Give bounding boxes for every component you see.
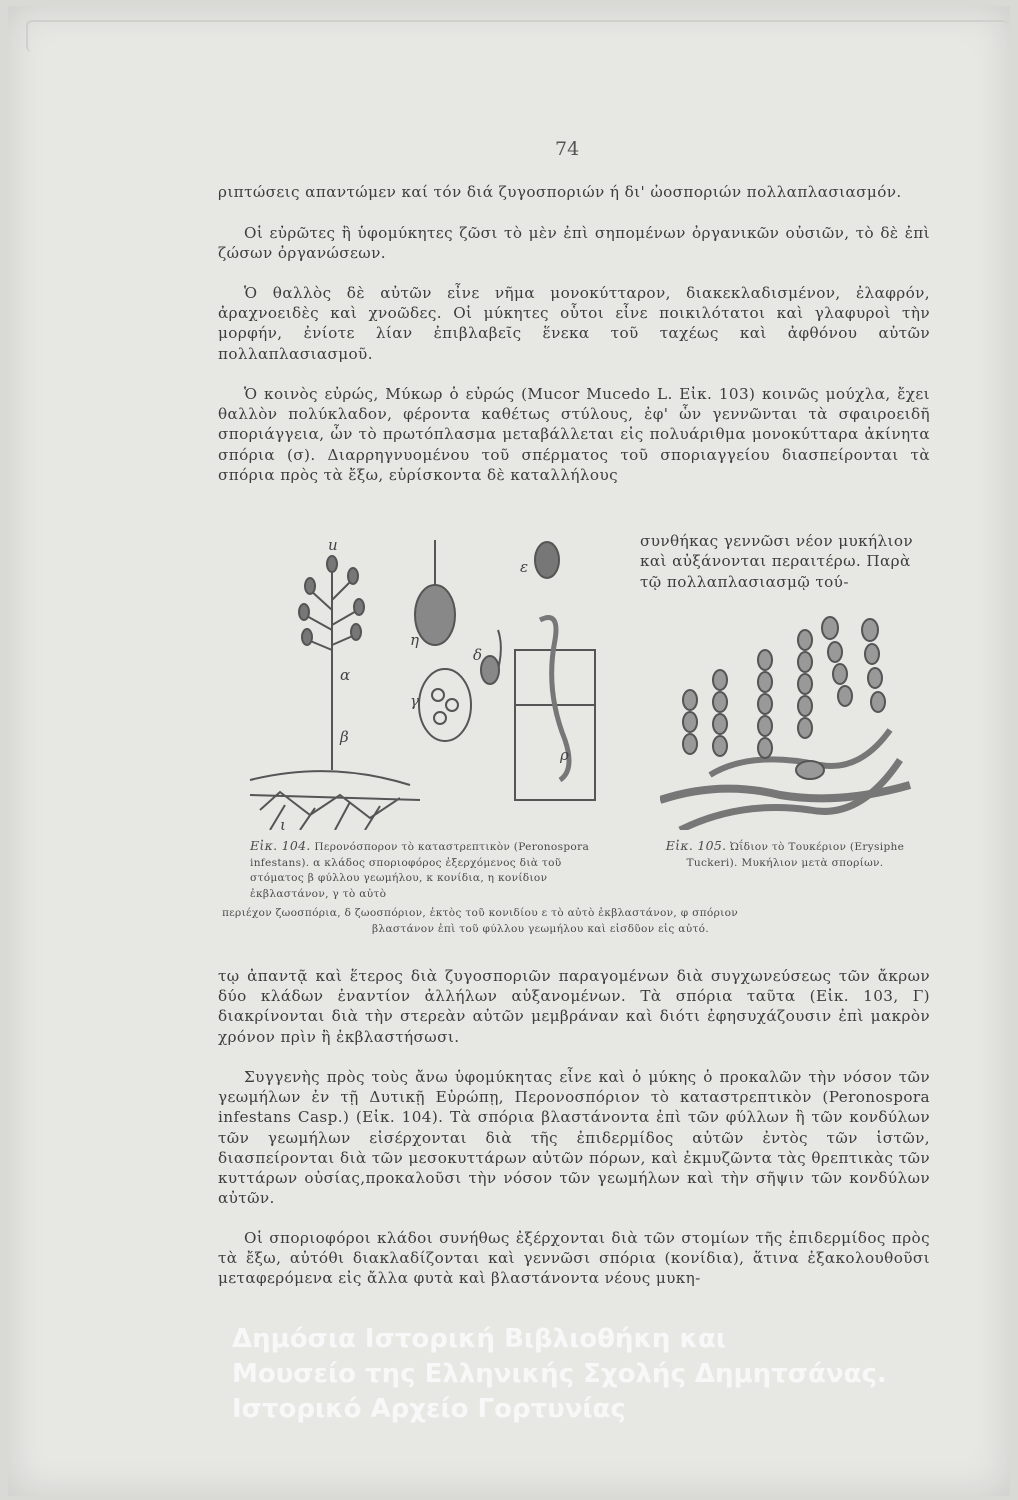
figure-105-caption — [640, 838, 930, 871]
label-gamma: γ — [410, 692, 419, 710]
paragraph-5: τῳ ἀπαντᾷ καὶ ἕτερος διὰ ζυγοσποριῶν παραγομένων διὰ συγχωνεύσεως τῶν ἄκρων δύο κλάδων ἐναντίον ἀλλήλων αὐξανομένων. Τὰ σπόρια ταῦτα (Εἰκ. 103, Γ) διακρίνονται διὰ τὴν στερεὰν αὐτῶν μεμβράναν καὶ διότι ἐφησυχάζουσιν ἐπὶ μακρὸν χρόνον πρὶν ἢ ἐκβλαστήσωσι. — [218, 967, 930, 1046]
label-u: u — [328, 536, 338, 554]
spore — [683, 734, 697, 754]
paragraph-6: Συγγενὴς πρὸς τοὺς ἄνω ὑφομύκητας εἶνε καὶ ὁ μύκης ὁ προκαλῶν τὴν νόσον τῶν γεωμήλων ἐν τῇ Δυτικῇ Εὐρώπῃ, Περονοσπόριον τὸ καταστρεπτικὸν (Peronospora infestans Casp.) (Εἰκ. 104). Τὰ σπόρια βλαστάνοντα ἐπὶ τῶν φύλλων ἢ τῶν κονδύλων τῶν γεωμήλων εἰσέρχονται διὰ τῆς ἐπιδερμίδος αὐτῶν ἐντὸς τῶν ἱστῶν, διασπείρονται διὰ τῶν μεσοκυττάρων αὐτῶν πόρων, καὶ ἐκμυζῶντα τὰς θρεπτικὰς τῶν κυττάρων οὐσίας,προκαλοῦσι τὴν νόσον τῶν γεωμήλων καὶ τὴν σῆψιν τῶν κονδύλων αὐτῶν. — [218, 1068, 930, 1208]
label-beta: β — [340, 728, 349, 746]
spore-epsilon — [535, 542, 559, 578]
spore — [758, 672, 772, 692]
figure-104-caption-line-2: περιέχον ζωοσπόρια, δ ζωοσπόριον, ἐκτὸς τοῦ κονιδίου ε τὸ αὐτὸ ἐκβλαστάνον, φ σπόριον — [222, 907, 738, 919]
spore-chain — [862, 619, 878, 641]
zoospore — [446, 699, 458, 711]
paragraph-4-continued: συνθήκας γεννῶσι νέον μυκήλιον καὶ αὐξάνονται περαιτέρω. Παρὰ τῷ πολλαπλασιασμῷ τού- — [640, 532, 914, 591]
spore-chain — [683, 690, 697, 710]
spore — [758, 738, 772, 758]
label-alpha: α — [340, 666, 351, 684]
watermark-line-2: Μουσείο της Ελληνικής Σχολής Δημητσάνας. — [232, 1359, 887, 1389]
conidium — [348, 568, 358, 584]
zoospore — [481, 656, 499, 684]
library-watermark — [232, 1322, 992, 1427]
conidium — [327, 556, 337, 572]
paragraph-4: Ὁ κοινὸς εὐρώς, Μύκωρ ὁ εὐρώς (Mucor Mucedo L. Εἰκ. 103) κοινῶς μούχλα, ἔχει θαλλὸν πολύκλαδον, φέροντα καθέτως στύλους, ἐφ' ὧν γεννῶνται τὰ σφαιροειδῆ σποριάγγεια, ὧν τὸ πρωτόπλασμα μεταβάλλεται εἰς πολυάριθμα μονοκύτταρα ἀκίνητα σπόρια (σ). Διαρρηγνυομένου τοῦ σπέρματος τοῦ σποριαγγείου διασπείρονται τὰ σπόρια πρὸς τὰ ἔξω, εὑρίσκοντα δὲ καταλλήλους — [218, 385, 930, 484]
paragraph-2: Οἱ εὐρῶτες ἢ ὑφομύκητες ζῶσι τὸ μὲν ἐπὶ σηπομένων ὀργανικῶν οὐσιῶν, τὸ δὲ ἐπὶ ζώσων ὀργανώσεων. — [218, 224, 930, 263]
conidium — [299, 604, 309, 620]
spore-chain — [798, 630, 812, 650]
figure-105-illustration — [660, 600, 920, 830]
conidium — [354, 599, 364, 615]
figure-104-caption-text: Περονόσπορον τὸ καταστρεπτικὸν (Peronospora infestans). α κλάδος σποριοφόρος ἐξερχόμενος διὰ τοῦ στόματος β φύλλου γεωμήλου, κ κονίδια, η κονίδιον ἐκβλαστάνον, γ τὸ αὐτὸ — [250, 841, 590, 900]
spore-chain — [758, 650, 772, 670]
conidium — [351, 624, 361, 640]
spore — [683, 712, 697, 732]
spore-chain — [822, 617, 838, 639]
spore — [868, 668, 882, 688]
germinating-conidium — [415, 585, 455, 645]
figure-104-number: Εἰκ. 104. — [250, 838, 311, 853]
spore — [713, 736, 727, 756]
spore — [798, 718, 812, 738]
figure-104-illustration — [240, 530, 620, 830]
figure-105-caption-text: Ὠΐδιον τὸ Τουκέριον (Erysiphe Tuckeri). Μυκήλιον μετὰ σπορίων. — [686, 841, 905, 869]
figure-105-number: Εἰκ. 105. — [665, 838, 727, 853]
figure-104-caption — [250, 838, 602, 902]
spore — [713, 714, 727, 734]
spore-chain — [713, 670, 727, 690]
spore — [865, 644, 879, 664]
leaf-cell-box — [515, 650, 595, 800]
spore — [713, 692, 727, 712]
label-eta: η — [410, 631, 419, 649]
spore — [871, 692, 885, 712]
paragraph-1: ριπτώσεις απαντώμεν καί τόν διά ζυγοσποριών ή δι' ὠοσποριών πολλαπλασιασμόν. — [218, 183, 902, 201]
zoospore — [434, 712, 446, 724]
label-delta: δ — [473, 646, 483, 664]
watermark-line-1: Δημόσια Ιστορική Βιβλιοθήκη και — [232, 1324, 726, 1354]
label-rho: ρ — [560, 746, 569, 764]
figure-104-caption-line-3: βλαστάνον ἐπὶ τοῦ φύλλου γεωμήλου καὶ εἰσδῦον εἰς αὐτό. — [372, 923, 709, 935]
label-iota: ι — [280, 816, 286, 830]
spore — [833, 664, 847, 684]
conidium — [302, 629, 312, 645]
label-epsilon: ε — [520, 558, 529, 576]
spore — [798, 674, 812, 694]
spore — [838, 686, 852, 706]
spore — [758, 694, 772, 714]
paragraph-3: Ὁ θαλλὸς δὲ αὐτῶν εἶνε νῆμα μονοκύτταρον, διακεκλαδισμένον, ἐλαφρόν, ἀραχνοειδὲς καὶ χνοῶδες. Οἱ μύκητες οὗτοι εἶνε ποικιλότατοι καὶ γλαφυροὶ τὴν μορφήν, ἐνίοτε λίαν ἐπιβλαβεῖς ἕνεκα τοῦ ταχέως καὶ ἀφθόνου αὐτῶν πολλαπλασιασμοῦ. — [218, 284, 930, 363]
page-number: 74 — [555, 138, 580, 160]
page-edge-decoration — [26, 20, 1008, 52]
paragraph-7: Οἱ σποριοφόροι κλάδοι συνήθως ἐξέρχονται διὰ τῶν στομίων τῆς ἐπιδερμίδος πρὸς τὰ ἔξω, αὐτόθι διακλαδίζονται καὶ γεννῶσι σπόρια (κονίδια), ἅτινα ἐξακολουθοῦσι μεταφερόμενα εἰς ἄλλα φυτὰ καὶ βλαστάνοντα νέους μυκη- — [218, 1229, 930, 1288]
spore — [758, 716, 772, 736]
watermark-line-3: Ιστορικό Αρχείο Γορτυνίας — [232, 1394, 626, 1424]
leaf-tissue — [250, 771, 420, 818]
zoospore — [432, 689, 444, 701]
conidium — [305, 578, 315, 594]
loose-spore — [796, 761, 824, 779]
spore — [798, 696, 812, 716]
spore — [798, 652, 812, 672]
spore — [828, 642, 842, 662]
